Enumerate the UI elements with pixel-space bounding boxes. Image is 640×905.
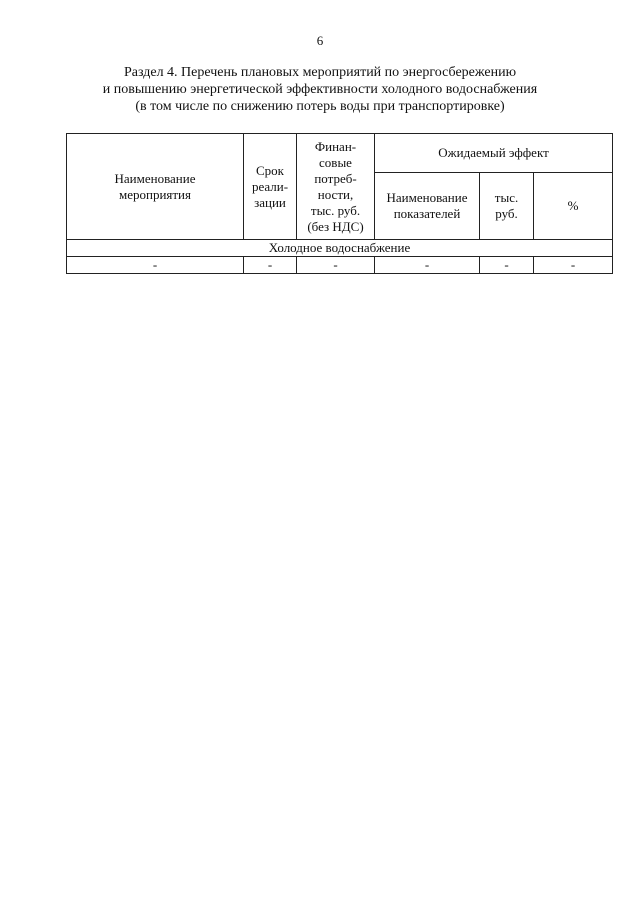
header-measure-name: Наименование мероприятия bbox=[67, 134, 244, 240]
cell-finance: - bbox=[297, 257, 375, 274]
page-number: 6 bbox=[316, 33, 324, 48]
section-title-line-3: (в том числе по снижению потерь воды при транспортировке) bbox=[135, 99, 505, 114]
section-title bbox=[60, 64, 580, 115]
table-row bbox=[67, 257, 613, 274]
cell-term: - bbox=[244, 257, 297, 274]
cell-percent: - bbox=[534, 257, 613, 274]
header-thousand-rub: тыс. руб. bbox=[480, 173, 534, 240]
header-finance: Финан- совые потреб- ности, тыс. руб. (без НДС) bbox=[297, 134, 375, 240]
measures-table bbox=[66, 133, 613, 274]
cell-thousand-rub: - bbox=[480, 257, 534, 274]
header-term: Срок реали- зации bbox=[244, 134, 297, 240]
header-indicators: Наименование показателей bbox=[375, 173, 480, 240]
cell-indicators: - bbox=[375, 257, 480, 274]
section-label-cold-water: Холодное водоснабжение bbox=[67, 240, 613, 257]
section-title-line-1: Раздел 4. Перечень плановых мероприятий по энергосбережению bbox=[123, 65, 517, 80]
section-title-line-2: и повышению энергетической эффективности холодного водоснабжения bbox=[102, 82, 538, 97]
header-expected-effect: Ожидаемый эффект bbox=[375, 134, 613, 173]
cell-measure-name: - bbox=[67, 257, 244, 274]
header-percent: % bbox=[534, 173, 613, 240]
